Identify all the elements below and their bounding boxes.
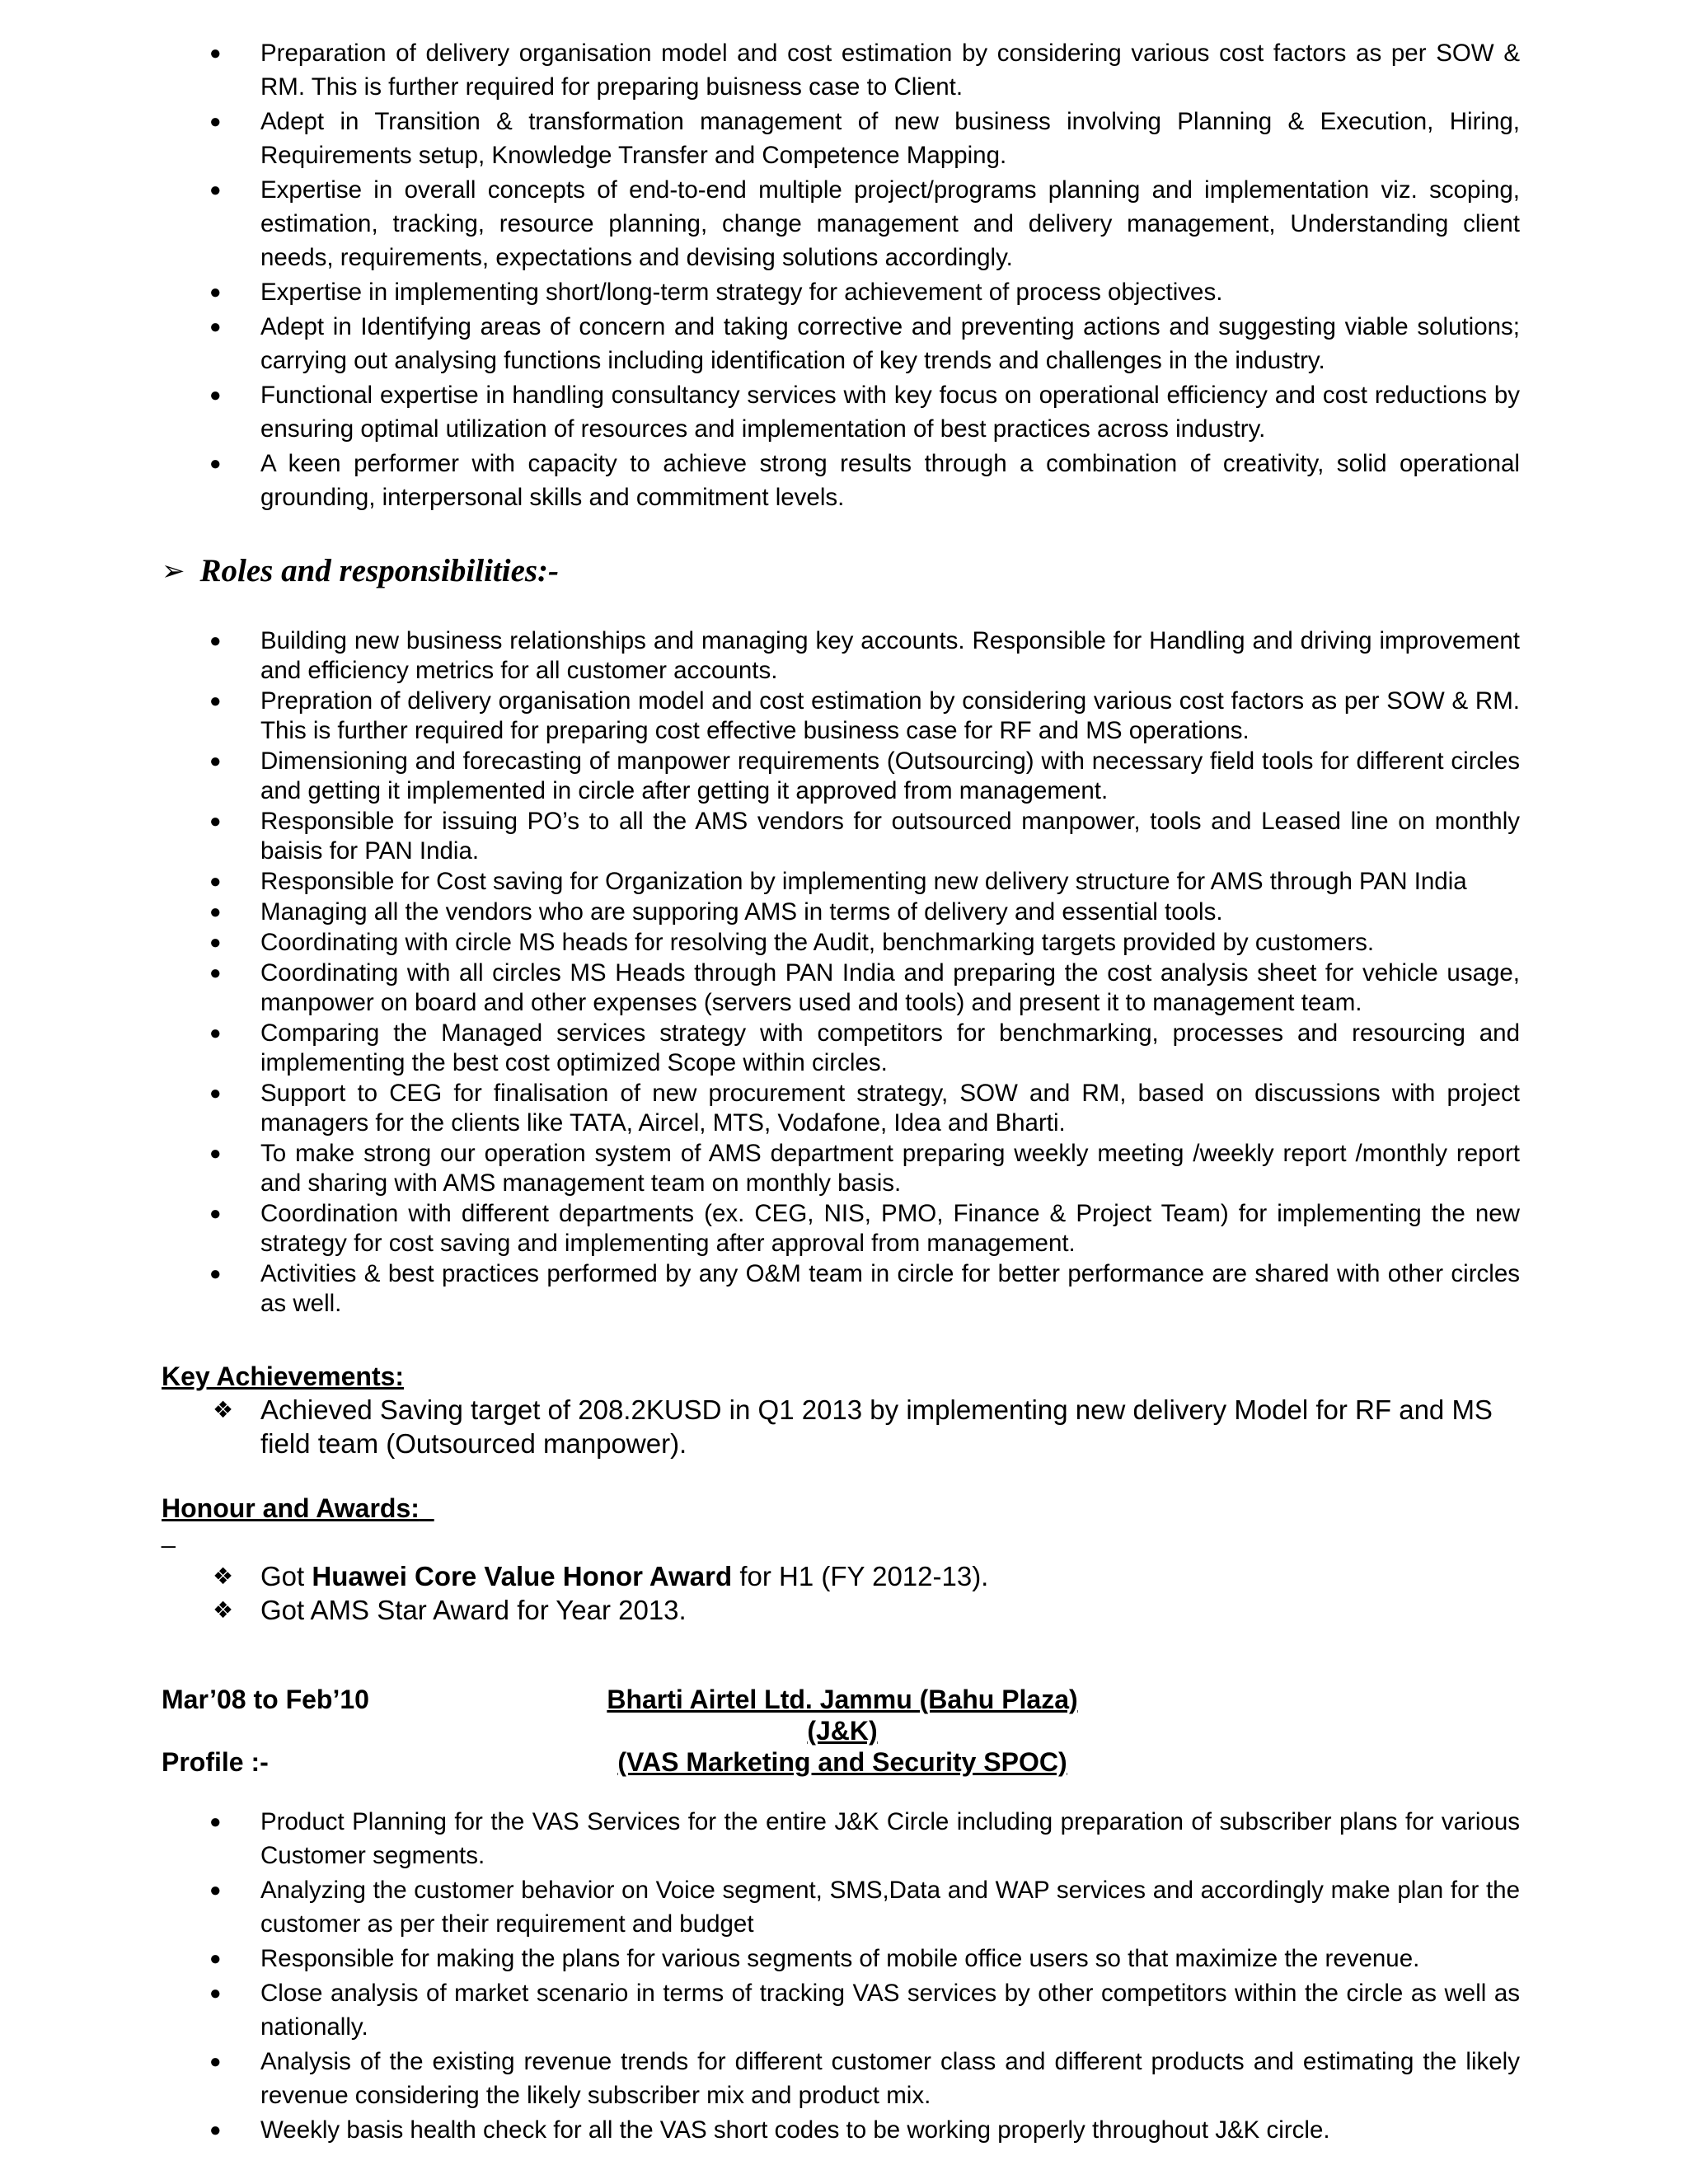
bullet-icon: ● bbox=[209, 1022, 222, 1044]
bullet-icon: ● bbox=[209, 2119, 222, 2141]
arrow-bullet-icon: ➢ bbox=[162, 554, 185, 588]
bullet-icon: ● bbox=[209, 931, 222, 954]
list-item: ● Preparation of delivery organisation model and cost estimation by considering various cost factors as per SOW & RM. This is further required for preparing buisness case to Client. bbox=[162, 36, 1520, 104]
awards-list bbox=[162, 1559, 1520, 1627]
list-item: ● Analysis of the existing revenue trends for different customer class and different products and estimating the likely revenue considering the likely subscriber mix and product mix. bbox=[162, 2045, 1520, 2112]
list-item: ● Coordinating with all circles MS Heads through PAN India and preparing the cost analysis sheet for vehicle usage, manpower on board and other expenses (servers used and tools) and present it to management team. bbox=[209, 959, 1520, 1016]
list-item: ● To make strong our operation system of AMS department preparing weekly meeting /weekly report /monthly report and sharing with AMS management team on monthly basis. bbox=[209, 1140, 1520, 1197]
diamond-bullet-icon: ❖ bbox=[213, 1563, 234, 1590]
list-item: ● Support to CEG for finalisation of new procurement strategy, SOW and RM, based on discussions with project managers for the clients like TATA, Aircel, MTS, Vodafone, Idea and Bharti. bbox=[209, 1080, 1520, 1137]
bullet-icon: ● bbox=[209, 281, 222, 303]
bullet-icon: ● bbox=[209, 630, 222, 652]
list-item: ● Adept in Identifying areas of concern and taking corrective and preventing actions and suggesting viable solutions; carrying out analysing functions including identification of key trends and challenges in the industry. bbox=[162, 310, 1520, 377]
bullet-icon: ● bbox=[209, 1982, 222, 2004]
awards-heading: Honour and Awards: bbox=[162, 1493, 420, 1523]
roles-list bbox=[162, 626, 1520, 1319]
list-item: ● A keen performer with capacity to achieve strong results through a combination of creativity, solid operational grounding, interpersonal skills and commitment levels. bbox=[162, 447, 1520, 514]
list-item: ● Adept in Transition & transformation management of new business involving Planning & Execution, Hiring, Requirements setup, Knowledge Transfer and Competence Mapping. bbox=[162, 105, 1520, 172]
list-item: ❖ Achieved Saving target of 208.2KUSD in Q1 2013 by implementing new delivery Model for RF and MS field team (Outsourced manpower). bbox=[213, 1394, 1493, 1459]
bullet-icon: ● bbox=[209, 452, 222, 475]
roles-section bbox=[162, 626, 1520, 1319]
list-item: ● Coordinating with circle MS heads for resolving the Audit, benchmarking targets provided by customers. bbox=[209, 929, 1375, 956]
bullet-icon: ● bbox=[209, 316, 222, 338]
list-item: ● Coordination with different departments (ex. CEG, NIS, PMO, Finance & Project Team) for implementing the new strategy for cost saving and implementing after approval from management. bbox=[209, 1200, 1520, 1257]
bullet-icon: ● bbox=[209, 2050, 222, 2073]
list-item: ❖ Got AMS Star Award for Year 2013. bbox=[213, 1595, 687, 1625]
list-item: ● Weekly basis health check for all the VAS short codes to be working properly throughout J&K circle. bbox=[162, 2113, 1520, 2147]
list-item: ● Analyzing the customer behavior on Voice segment, SMS,Data and WAP services and accordingly make plan for the customer as per their requirement and budget bbox=[162, 1873, 1520, 1941]
list-item: ● Expertise in overall concepts of end-to-end multiple project/programs planning and implementation viz. scoping, estimation, tracking, resource planning, change management and delivery management, Understanding client needs, requirements, expectations and devising solutions accordingly. bbox=[162, 173, 1520, 274]
bullet-icon: ● bbox=[209, 179, 222, 201]
list-item: ● Product Planning for the VAS Services for the entire J&K Circle including preparation of subscriber plans for various Customer segments. bbox=[162, 1805, 1520, 1872]
bullet-icon: ● bbox=[209, 810, 222, 832]
bullet-icon: ● bbox=[209, 901, 222, 923]
list-item: ● Comparing the Managed services strategy with competitors for benchmarking, processes and resourcing and implementing the best cost optimized Scope within circles. bbox=[209, 1019, 1520, 1076]
profile-title: (VAS Marketing and Security SPOC) bbox=[617, 1747, 1067, 1777]
bullet-icon: ● bbox=[209, 870, 222, 893]
bullet-icon: ● bbox=[209, 962, 222, 984]
list-item: ● Dimensioning and forecasting of manpower requirements (Outsourcing) with necessary field tools for different circles and getting it implemented in circle after getting it approved from management. bbox=[209, 748, 1520, 804]
bullet-icon: ● bbox=[209, 1263, 222, 1285]
job-duties-list bbox=[162, 1805, 1520, 2147]
bullet-icon: ● bbox=[209, 42, 222, 64]
achievements-heading: Key Achievements: bbox=[162, 1361, 405, 1391]
bullet-icon: ● bbox=[209, 1082, 222, 1104]
diamond-bullet-icon: ❖ bbox=[213, 1396, 234, 1423]
stray-underscore: _ bbox=[162, 1521, 176, 1549]
profile-label: Profile :- bbox=[162, 1747, 269, 1777]
bullet-icon: ● bbox=[209, 690, 222, 712]
company-location: (J&K) bbox=[807, 1716, 878, 1746]
bullet-icon: ● bbox=[209, 1879, 222, 1901]
job-duties-section bbox=[162, 1805, 1520, 2148]
list-item: ● Close analysis of market scenario in terms of tracking VAS services by other competitors within the circle as well as nationally. bbox=[162, 1976, 1520, 2044]
bullet-icon: ● bbox=[209, 384, 222, 406]
company-name: Bharti Airtel Ltd. Jammu (Bahu Plaza) bbox=[607, 1685, 1078, 1714]
bullet-icon: ● bbox=[209, 1142, 222, 1165]
list-item: ● Responsible for issuing PO’s to all the AMS vendors for outsourced manpower, tools and Leased line on monthly baisis for PAN India. bbox=[209, 808, 1520, 865]
competencies-section bbox=[162, 36, 1520, 515]
bullet-icon: ● bbox=[209, 1202, 222, 1225]
diamond-bullet-icon: ❖ bbox=[213, 1596, 234, 1624]
bullet-icon: ● bbox=[209, 1811, 222, 1833]
job-period: Mar’08 to Feb’10 bbox=[162, 1685, 369, 1714]
achievements-list bbox=[162, 1393, 1520, 1460]
list-item: ● Activities & best practices performed by any O&M team in circle for better performance are shared with other circles as well. bbox=[209, 1260, 1520, 1317]
bullet-icon: ● bbox=[209, 1947, 222, 1970]
list-item: ● Managing all the vendors who are supporing AMS in terms of delivery and essential tools. bbox=[209, 898, 1223, 926]
list-item: ● Building new business relationships and managing key accounts. Responsible for Handling and driving improvement and efficiency metrics for all customer accounts. bbox=[209, 627, 1520, 684]
bullet-icon: ● bbox=[209, 110, 222, 133]
list-item: ❖ Got Huawei Core Value Honor Award for H1 (FY 2012-13). bbox=[213, 1561, 989, 1591]
bullet-icon: ● bbox=[209, 750, 222, 772]
competencies-list bbox=[162, 36, 1520, 514]
list-item: ● Prepration of delivery organisation model and cost estimation by considering various cost factors as per SOW & RM. This is further required for preparing cost effective business case for RF and MS operations. bbox=[209, 687, 1520, 744]
list-item: ● Functional expertise in handling consultancy services with key focus on operational efficiency and cost reductions by ensuring optimal utilization of resources and implementation of best practices across industry. bbox=[162, 378, 1520, 446]
list-item: ● Expertise in implementing short/long-term strategy for achievement of process objectives. bbox=[162, 275, 1520, 309]
list-item: ● Responsible for making the plans for various segments of mobile office users so that maximize the revenue. bbox=[162, 1942, 1520, 1975]
roles-heading: ➢ Roles and responsibilities:- bbox=[162, 553, 560, 588]
list-item: ● Responsible for Cost saving for Organization by implementing new delivery structure for AMS through PAN India bbox=[209, 868, 1467, 895]
